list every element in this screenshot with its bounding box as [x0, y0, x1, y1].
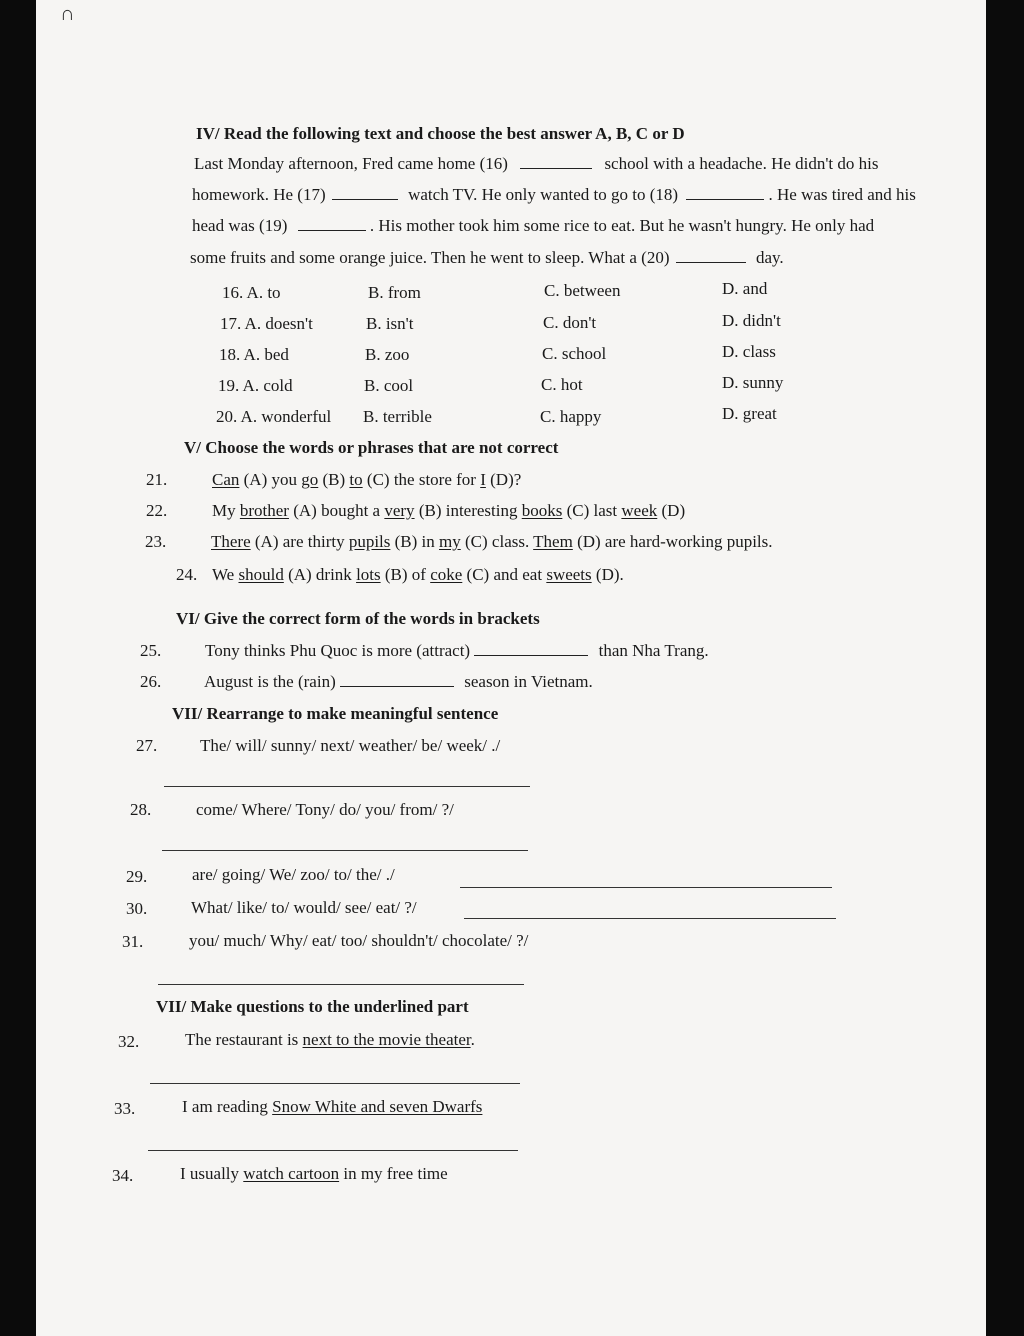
- passage-text: school with a headache. He didn't do his: [604, 154, 879, 173]
- sentence-text: My: [212, 501, 240, 520]
- passage-line-1: [194, 154, 879, 174]
- passage-line-3: [192, 216, 874, 236]
- question-26-sentence: [204, 672, 593, 692]
- answer-line-31[interactable]: [158, 984, 524, 985]
- section-4-heading: IV/ Read the following text and choose the best answer A, B, C or D: [196, 124, 685, 143]
- sentence-text: (B) in: [390, 532, 440, 551]
- option-18-d[interactable]: D. class: [722, 342, 776, 361]
- passage-text: day.: [755, 248, 784, 267]
- sentence-text: (B) interesting: [414, 501, 522, 520]
- sentence-text: I am reading: [182, 1097, 273, 1116]
- question-30-words: What/ like/ to/ would/ see/ eat/ ?/: [191, 898, 417, 917]
- blank-19[interactable]: [298, 216, 366, 231]
- question-number: 30.: [126, 899, 148, 918]
- blank-16[interactable]: [520, 154, 592, 169]
- answer-line-29[interactable]: [460, 887, 832, 888]
- question-number: 31.: [122, 932, 144, 951]
- option-16-a[interactable]: 16. A. to: [222, 283, 281, 302]
- sentence-text: (C) last: [562, 501, 622, 520]
- question-24-sentence: [212, 565, 624, 585]
- question-21-sentence: [212, 470, 521, 490]
- sentence-text: in my free time: [339, 1164, 448, 1183]
- option-20-c[interactable]: C. happy: [540, 407, 602, 426]
- question-33-sentence: [182, 1097, 482, 1117]
- passage-text: watch TV. He only wanted to go to (18): [408, 185, 679, 204]
- question-number: 25.: [140, 641, 162, 660]
- question-number: 33.: [114, 1099, 136, 1118]
- underlined-c: my: [439, 532, 461, 551]
- sentence-text: (D) are hard-working pupils.: [572, 532, 773, 551]
- question-23-sentence: [211, 532, 773, 552]
- answer-line-28[interactable]: [162, 850, 528, 851]
- option-19-d[interactable]: D. sunny: [722, 373, 784, 392]
- answer-blank-26[interactable]: [340, 672, 454, 687]
- passage-text: some fruits and some orange juice. Then he went to sleep. What a (20): [190, 248, 670, 267]
- passage-line-2: [192, 185, 916, 205]
- option-16-c[interactable]: C. between: [544, 281, 621, 300]
- option-17-c[interactable]: C. don't: [543, 313, 597, 332]
- question-28-words: come/ Where/ Tony/ do/ you/ from/ ?/: [196, 800, 454, 819]
- sentence-text: The restaurant is: [185, 1030, 303, 1049]
- section-5-heading: V/ Choose the words or phrases that are not correct: [184, 438, 559, 457]
- underlined-a: brother: [239, 501, 289, 520]
- option-19-a[interactable]: 19. A. cold: [218, 376, 293, 395]
- blank-18[interactable]: [686, 185, 764, 200]
- option-19-b[interactable]: B. cool: [364, 376, 414, 395]
- blank-17[interactable]: [332, 185, 398, 200]
- option-18-b[interactable]: B. zoo: [365, 345, 410, 364]
- question-number: 22.: [146, 501, 168, 520]
- option-18-c[interactable]: C. school: [542, 344, 607, 363]
- question-27-words: The/ will/ sunny/ next/ weather/ be/ week/ ./: [200, 736, 501, 755]
- sentence-text: (C) class.: [460, 532, 534, 551]
- option-17-b[interactable]: B. isn't: [366, 314, 414, 333]
- question-number: 29.: [126, 867, 148, 886]
- sentence-text: We: [212, 565, 239, 584]
- passage-text: homework. He (17): [192, 185, 326, 204]
- option-16-b[interactable]: B. from: [368, 283, 421, 302]
- option-19-c[interactable]: C. hot: [541, 375, 583, 394]
- answer-line-30[interactable]: [464, 918, 836, 919]
- question-number: 21.: [146, 470, 168, 489]
- passage-text: . His mother took him some rice to eat. But he wasn't hungry. He only had: [369, 216, 875, 235]
- passage-line-4: [190, 248, 784, 268]
- sentence-text: (A) you: [239, 470, 302, 489]
- underlined-b: go: [301, 470, 319, 489]
- option-17-a[interactable]: 17. A. doesn't: [220, 314, 313, 333]
- underlined-c: to: [349, 470, 363, 489]
- section-8-heading: VII/ Make questions to the underlined part: [156, 997, 469, 1016]
- sentence-text: I usually: [180, 1164, 244, 1183]
- sentence-text: (A) drink: [283, 565, 357, 584]
- passage-text: head was (19): [192, 216, 288, 235]
- sentence-text: season in Vietnam.: [464, 672, 593, 691]
- option-16-d[interactable]: D. and: [722, 279, 768, 298]
- answer-line-27[interactable]: [164, 786, 530, 787]
- underlined-a: There: [211, 532, 251, 551]
- underlined-b: pupils: [348, 532, 391, 551]
- answer-line-32[interactable]: [150, 1083, 520, 1084]
- answer-blank-25[interactable]: [474, 641, 588, 656]
- passage-text: Last Monday afternoon, Fred came home (16): [194, 154, 508, 173]
- underlined-d: I: [480, 470, 486, 489]
- sentence-text: (D): [657, 501, 686, 520]
- answer-line-33[interactable]: [148, 1150, 518, 1151]
- sentence-text: .: [470, 1030, 475, 1049]
- underlined-part: Snow White and seven Dwarfs: [272, 1097, 483, 1116]
- corner-mark: ∩: [60, 3, 75, 25]
- question-29-words: are/ going/ We/ zoo/ to/ the/ ./: [192, 865, 395, 884]
- sentence-text: (B) of: [380, 565, 431, 584]
- underlined-a: Can: [212, 470, 240, 489]
- underlined-part: next to the movie theater: [302, 1030, 471, 1049]
- question-number: 24.: [176, 565, 198, 584]
- option-17-d[interactable]: D. didn't: [722, 311, 781, 330]
- question-22-sentence: [212, 501, 685, 521]
- underlined-a: should: [238, 565, 284, 584]
- question-number: 27.: [136, 736, 158, 755]
- underlined-d: week: [621, 501, 658, 520]
- question-number: 32.: [118, 1032, 140, 1051]
- underlined-b: lots: [356, 565, 381, 584]
- sentence-text: than Nha Trang.: [598, 641, 709, 660]
- question-number: 26.: [140, 672, 162, 691]
- sentence-text: (C) the store for: [362, 470, 481, 489]
- option-20-d[interactable]: D. great: [722, 404, 777, 423]
- question-31-words: you/ much/ Why/ eat/ too/ shouldn't/ chocolate/ ?/: [189, 931, 529, 950]
- option-20-b[interactable]: B. terrible: [363, 407, 432, 426]
- sentence-text: (A) bought a: [288, 501, 385, 520]
- option-20-a[interactable]: 20. A. wonderful: [216, 407, 332, 426]
- section-7-heading: VII/ Rearrange to make meaningful sentence: [172, 704, 499, 723]
- option-18-a[interactable]: 18. A. bed: [219, 345, 289, 364]
- sentence-text: (C) and eat: [462, 565, 547, 584]
- question-32-sentence: [185, 1030, 475, 1050]
- underlined-d: Them: [533, 532, 573, 551]
- underlined-c: coke: [430, 565, 463, 584]
- sentence-text: (A) are thirty: [250, 532, 349, 551]
- sentence-text: August is the (rain): [204, 672, 336, 691]
- underlined-c: books: [521, 501, 563, 520]
- sentence-text: Tony thinks Phu Quoc is more (attract): [205, 641, 471, 660]
- question-number: 28.: [130, 800, 152, 819]
- underlined-d: sweets: [546, 565, 592, 584]
- question-number: 34.: [112, 1166, 134, 1185]
- blank-20[interactable]: [676, 248, 746, 263]
- question-25-sentence: [205, 641, 709, 661]
- question-number: 23.: [145, 532, 167, 551]
- section-6-heading: VI/ Give the correct form of the words in brackets: [176, 609, 540, 628]
- underlined-b: very: [384, 501, 415, 520]
- sentence-text: (B): [318, 470, 350, 489]
- underlined-part: watch cartoon: [243, 1164, 340, 1183]
- sentence-text: (D)?: [485, 470, 522, 489]
- question-34-sentence: [180, 1164, 448, 1184]
- passage-text: . He was tired and his: [768, 185, 916, 204]
- sentence-text: (D).: [591, 565, 624, 584]
